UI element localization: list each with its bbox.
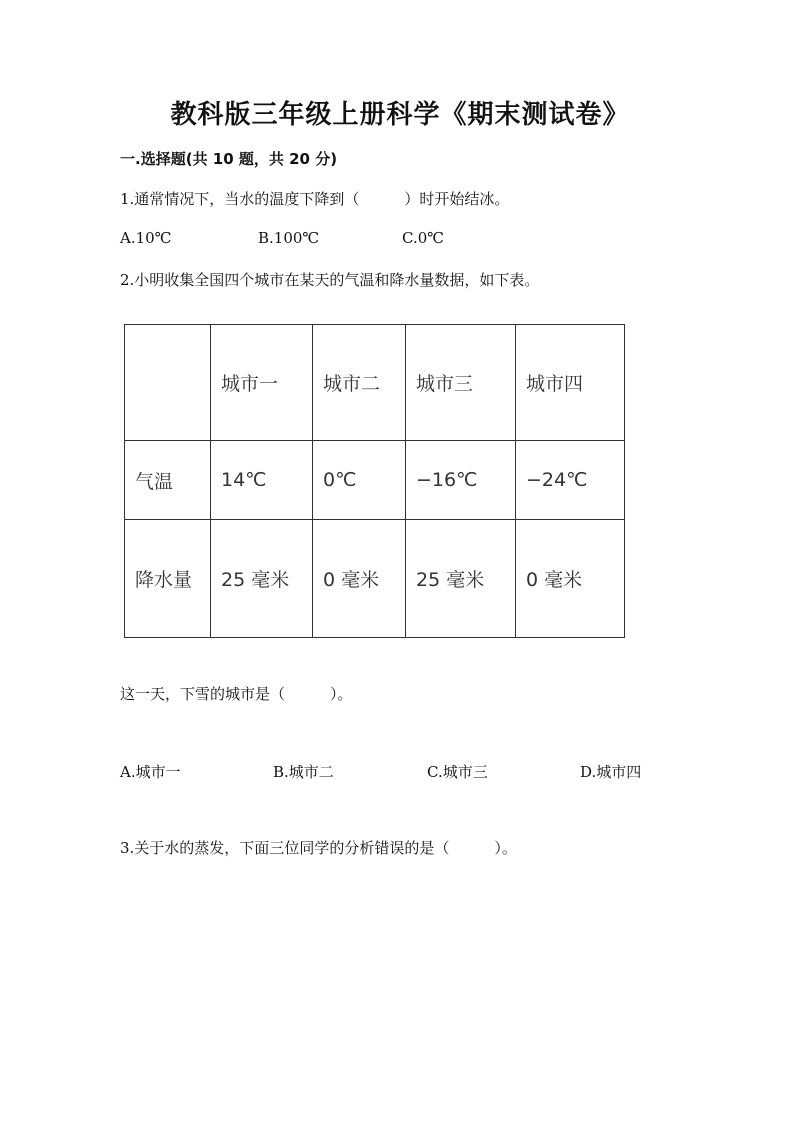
q2-option-b: B.城市二: [273, 763, 334, 781]
table-header-row: [125, 325, 625, 441]
q2-option-a: A.城市一: [120, 763, 181, 781]
q1-option-c: C.0℃: [402, 229, 445, 247]
question-2-prompt: 这一天，下雪的城市是（ ）。: [120, 685, 353, 703]
table-row: [125, 441, 625, 520]
table-cell: [125, 325, 211, 441]
table-header-city-1: 城市一: [211, 325, 313, 441]
table-cell: −16℃: [406, 441, 516, 520]
q1-option-a: A.10℃: [120, 229, 172, 247]
page-title: 教科版三年级上册科学《期末测试卷》: [170, 100, 630, 130]
table-row-label: 降水量: [125, 520, 211, 638]
q2-option-c: C.城市三: [427, 763, 488, 781]
q2-option-d: D.城市四: [580, 763, 642, 781]
table-cell: 25 毫米: [211, 520, 313, 638]
question-1-text: 1.通常情况下，当水的温度下降到（ ）时开始结冰。: [120, 190, 510, 208]
table-row-label: 气温: [125, 441, 211, 520]
section-heading: 一.选择题(共 10 题，共 20 分): [120, 150, 338, 168]
table-cell: 0 毫米: [516, 520, 625, 638]
table-header-city-2: 城市二: [313, 325, 406, 441]
table-header-city-4: 城市四: [516, 325, 625, 441]
question-2-text: 2.小明收集全国四个城市在某天的气温和降水量数据，如下表。: [120, 271, 540, 289]
table-cell: 14℃: [211, 441, 313, 520]
question-3-text: 3.关于水的蒸发，下面三位同学的分析错误的是（ ）。: [120, 839, 517, 857]
table-cell: 25 毫米: [406, 520, 516, 638]
table-row: [125, 520, 625, 638]
table-cell: 0℃: [313, 441, 406, 520]
weather-table: [124, 324, 625, 638]
table-header-city-3: 城市三: [406, 325, 516, 441]
table-cell: −24℃: [516, 441, 625, 520]
q1-option-b: B.100℃: [258, 229, 320, 247]
table-cell: 0 毫米: [313, 520, 406, 638]
